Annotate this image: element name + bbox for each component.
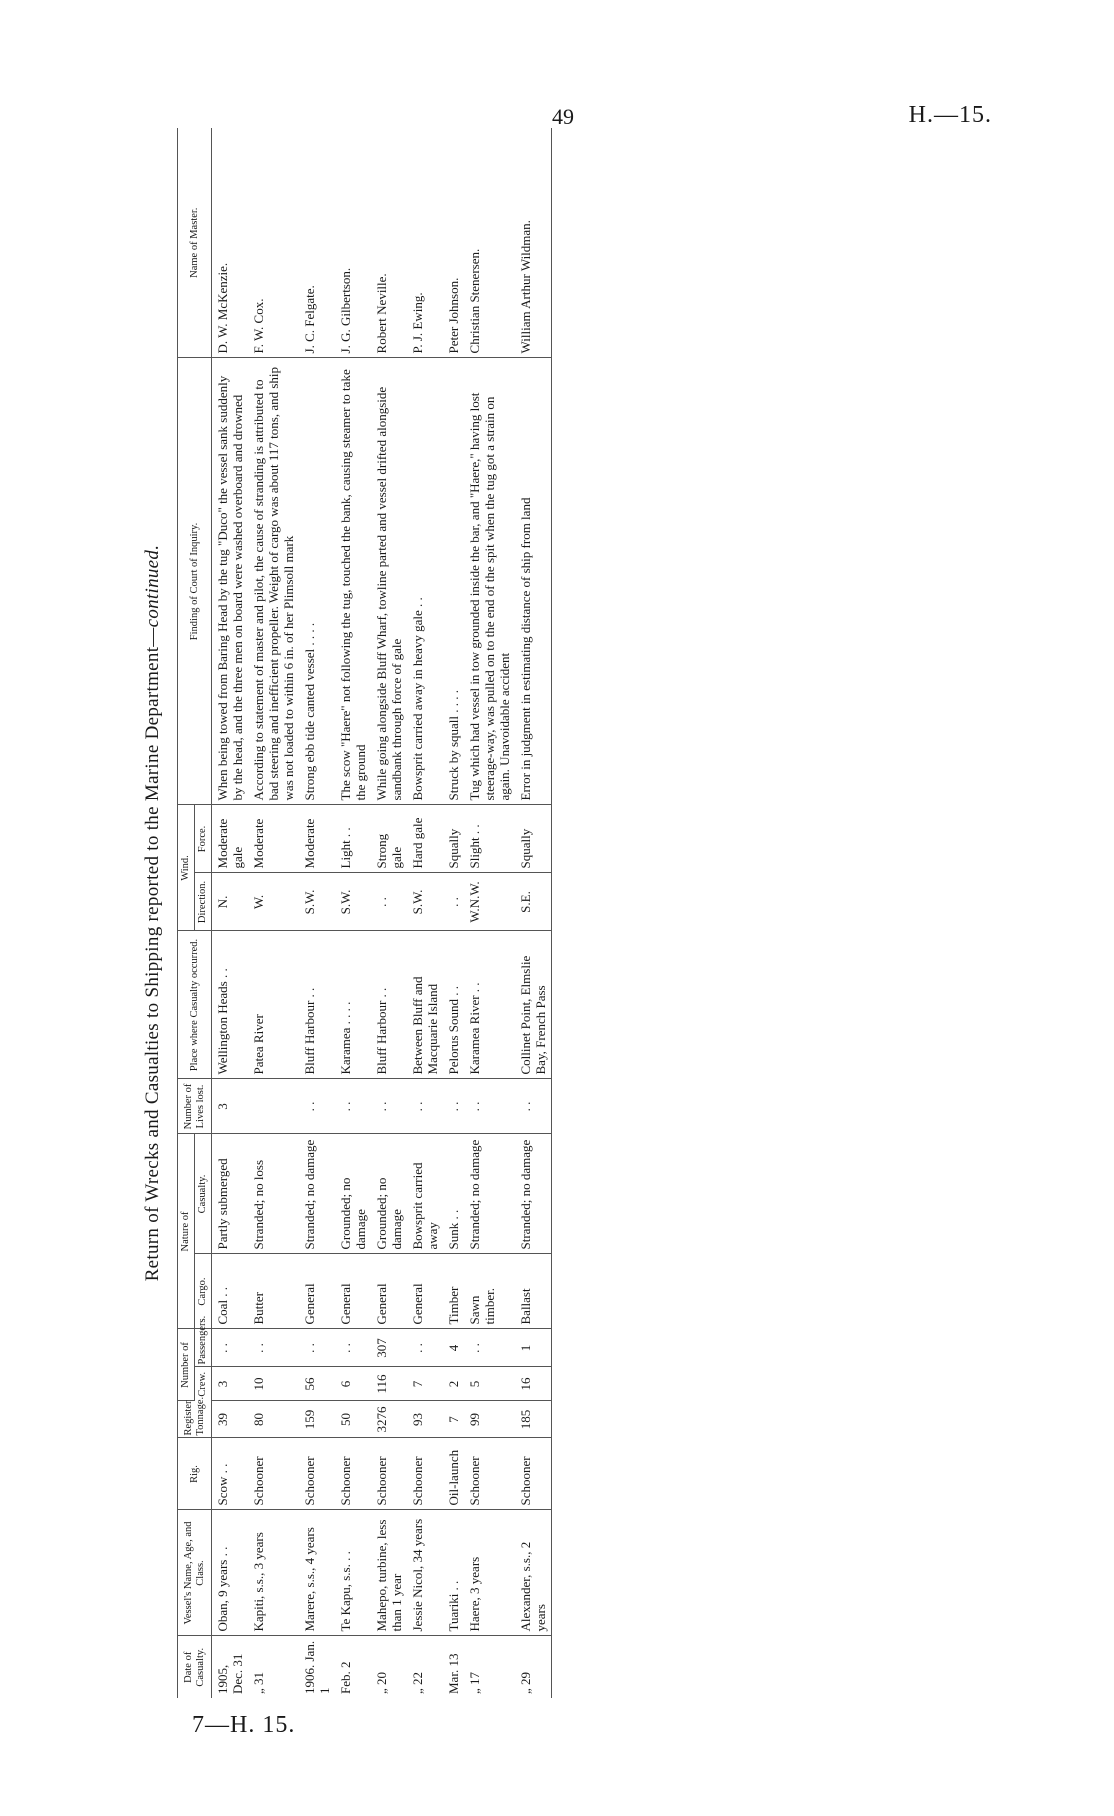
cell-passengers: 4 [443,1329,464,1367]
table-row [212,128,249,1698]
cell-place: Patea River [248,931,299,1079]
cell-casualty: Grounded; no damage [371,1134,407,1254]
col-casualty: Casualty. [195,1134,212,1254]
cell-date: „ 22 [410,1671,425,1694]
cell-tonnage: 80 [248,1401,299,1438]
col-passengers: Passengers. [195,1329,212,1367]
cell-cargo: General [371,1254,407,1329]
cell-lives [248,1079,299,1134]
cell-place: Karamea . . . . [335,931,371,1079]
cell-date: „ 20 [374,1671,389,1694]
cell-crew: 6 [335,1367,371,1401]
cell-passengers: 1 [515,1329,552,1367]
cell-tonnage: 159 [299,1401,335,1438]
cell-rig: Schooner [515,1438,552,1510]
cell-crew: 116 [371,1367,407,1401]
cell-direction: . . [371,873,407,931]
cell-force: Moderate [248,805,299,873]
cell-direction: S.E. [515,873,552,931]
cell-tonnage: 93 [407,1401,443,1438]
cell-vessel: Haere, 3 years [464,1510,515,1636]
table-title-suffix: continued. [142,544,163,628]
cell-date: „ 29 [515,1636,552,1698]
cell-force: Slight . . [464,805,515,873]
cell-lives: . . [371,1079,407,1134]
col-cargo: Cargo. [195,1254,212,1329]
table-row [299,128,335,1698]
cell-date: 1905, Dec. 31 [215,1653,245,1694]
cell-lives: . . [407,1079,443,1134]
cell-casualty: Stranded; no damage [464,1134,515,1254]
table-row [248,128,299,1698]
cell-cargo: Butter [248,1254,299,1329]
cell-vessel: Kapiti, s.s., 3 years [248,1510,299,1636]
table-row [371,128,407,1698]
cell-crew: 56 [299,1367,335,1401]
cell-passengers: 307 [371,1329,407,1367]
cell-direction: S.W. [407,873,443,931]
cell-rig: Schooner [335,1438,371,1510]
table-row [407,128,443,1698]
cell-place: Collinet Point, Elmslie Bay, French Pass [515,931,552,1079]
col-master: Name of Master. [178,128,212,358]
cell-master: P. J. Ewing. [407,128,443,358]
cell-cargo: Coal . . [212,1254,249,1329]
cell-lives: . . [299,1079,335,1134]
cell-finding: Bowsprit carried away in heavy gale . . [407,358,443,805]
cell-master: J. C. Felgate. [299,128,335,358]
cell-passengers: . . [212,1329,249,1367]
cell-cargo: Timber [443,1254,464,1329]
col-finding: Finding of Court of Inquiry. [178,358,212,805]
cell-master: F. W. Cox. [248,128,299,358]
cell-force: Squally [515,805,552,873]
cell-passengers: . . [248,1329,299,1367]
cell-direction: S.W. [335,873,371,931]
cell-casualty: Partly submerged [212,1134,249,1254]
cell-lives: . . [443,1079,464,1134]
col-wind: Wind. [178,805,195,931]
col-direction: Direction. [195,873,212,931]
rotated-table-block [129,128,786,1698]
cell-force: Strong gale [371,805,407,873]
cell-tonnage: 7 [443,1401,464,1438]
cell-direction: W. [248,873,299,931]
cell-date: 1906. Jan. 1 [302,1640,332,1694]
cell-cargo: Ballast [515,1254,552,1329]
cell-finding: Error in judgment in estimating distance of ship from land [515,358,552,805]
cell-force: Light . . [335,805,371,873]
cell-direction: W.N.W. [464,873,515,931]
cell-crew: 7 [407,1367,443,1401]
cell-place: Bluff Harbour . . [371,931,407,1079]
cell-tonnage: 50 [335,1401,371,1438]
cell-tonnage: 3276 [371,1401,407,1438]
cell-cargo: Sawn timber. [464,1254,515,1329]
cell-force: Moderate [299,805,335,873]
cell-place: Pelorus Sound . . [443,931,464,1079]
cell-casualty: Grounded; no damage [335,1134,371,1254]
cell-cargo: General [407,1254,443,1329]
cell-cargo: General [299,1254,335,1329]
table-row [464,128,515,1698]
col-place: Place where Casualty occurred. [178,931,212,1079]
cell-crew: 16 [515,1367,552,1401]
cell-date: „ 17 [467,1671,482,1694]
cell-force: Moderate gale [212,805,249,873]
cell-rig: Oil-launch [443,1438,464,1510]
cell-finding: While going alongside Bluff Wharf, towline parted and vessel drifted alongside sandbank through force of gale [371,358,407,805]
cell-date: Mar. 13 [446,1653,461,1694]
cell-casualty: Stranded; no damage [299,1134,335,1254]
cell-finding: Tug which had vessel in tow grounded inside the bar, and "Haere," having lost steerage-way, was pulled on to the end of the spit when the tug got a strain on again. Unavoidable accident [464,358,515,805]
table-row [335,128,371,1698]
cell-place: Between Bluff and Macquarie Island [407,931,443,1079]
cell-rig: Scow . . [212,1438,249,1510]
table-row [443,128,464,1698]
cell-finding: The scow "Haere" not following the tug, touched the bank, causing steamer to take the ground [335,358,371,805]
cell-passengers: . . [335,1329,371,1367]
cell-finding: When being towed from Baring Head by the tug "Duco" the vessel sank suddenly by the head, and the three men on board were washed overboard and drowned [212,358,249,805]
cell-date: Feb. 2 [338,1661,353,1694]
cell-direction: . . [443,873,464,931]
cell-passengers: . . [407,1329,443,1367]
cell-casualty: Stranded; no damage [515,1134,552,1254]
cell-master: D. W. McKenzie. [212,128,249,358]
cell-vessel: Jessie Nicol, 34 years [407,1510,443,1636]
cell-force: Squally [443,805,464,873]
col-vessel: Vessel's Name, Age, and Class. [178,1510,212,1636]
col-crew: Crew. [195,1367,212,1401]
cell-cargo: General [335,1254,371,1329]
cell-crew: 5 [464,1367,515,1401]
cell-vessel: Tuariki . . [443,1510,464,1636]
table-row [515,128,552,1698]
cell-tonnage: 185 [515,1401,552,1438]
cell-finding: Strong ebb tide canted vessel . . . . [299,358,335,805]
cell-lives: . . [335,1079,371,1134]
cell-casualty: Stranded; no loss [248,1134,299,1254]
cell-rig: Schooner [407,1438,443,1510]
cell-vessel: Oban, 9 years . . [212,1510,249,1636]
cell-direction: S.W. [299,873,335,931]
cell-lives: 3 [212,1079,249,1134]
col-nature-of: Nature of [178,1134,195,1329]
cell-lives: . . [515,1079,552,1134]
cell-rig: Schooner [464,1438,515,1510]
cell-finding: According to statement of master and pilot, the cause of stranding is attributed to bad steering and inefficient propeller. Weight of cargo was about 117 tons, and ship was not loaded to within 6 in. of her Plimsoll mark [248,358,299,805]
cell-crew: 10 [248,1367,299,1401]
cell-lives: . . [464,1079,515,1134]
cell-vessel: Mahepo, turbine, less than 1 year [371,1510,407,1636]
page-number: 49 [552,104,574,129]
footer-signature: 7—H. 15. [192,1712,296,1738]
col-date: Date of Casualty. [178,1636,212,1698]
cell-vessel: Alexander, s.s., 2 years [515,1510,552,1636]
cell-master: Robert Neville. [371,128,407,358]
wrecks-table [177,128,552,1698]
cell-rig: Schooner [248,1438,299,1510]
col-force: Force. [195,805,212,873]
cell-date: „ 31 [251,1671,266,1694]
cell-vessel: Marere, s.s., 4 years [299,1510,335,1636]
cell-force: Hard gale [407,805,443,873]
cell-crew: 3 [212,1367,249,1401]
col-lives: Number of Lives lost. [178,1079,212,1134]
cell-crew: 2 [443,1367,464,1401]
col-number-of: Number of [178,1329,195,1401]
cell-tonnage: 39 [212,1401,249,1438]
cell-rig: Schooner [371,1438,407,1510]
cell-master: Christian Stenersen. [464,128,515,358]
cell-place: Karamea River . . [464,931,515,1079]
cell-vessel: Te Kapu, s.s. . . [335,1510,371,1636]
cell-rig: Schooner [299,1438,335,1510]
cell-place: Wellington Heads . . [212,931,249,1079]
table-title [129,128,177,1698]
document-reference: H.—15. [908,102,992,128]
cell-master: William Arthur Wildman. [515,128,552,358]
cell-direction: N. [212,873,249,931]
cell-tonnage: 99 [464,1401,515,1438]
cell-passengers: . . [299,1329,335,1367]
col-rig: Rig. [178,1438,212,1510]
cell-casualty: Bowsprit carried away [407,1134,443,1254]
cell-casualty: Sunk . . [443,1134,464,1254]
cell-place: Bluff Harbour . . [299,931,335,1079]
table-title-main: Return of Wrecks and Casualties to Shipping reported to the Marine Department— [142,627,163,1282]
cell-master: Peter Johnson. [443,128,464,358]
cell-passengers: . . [464,1329,515,1367]
cell-master: J. G. Gilbertson. [335,128,371,358]
cell-finding: Struck by squall . . . . [443,358,464,805]
col-tonnage: Register Tonnage. [178,1401,212,1438]
